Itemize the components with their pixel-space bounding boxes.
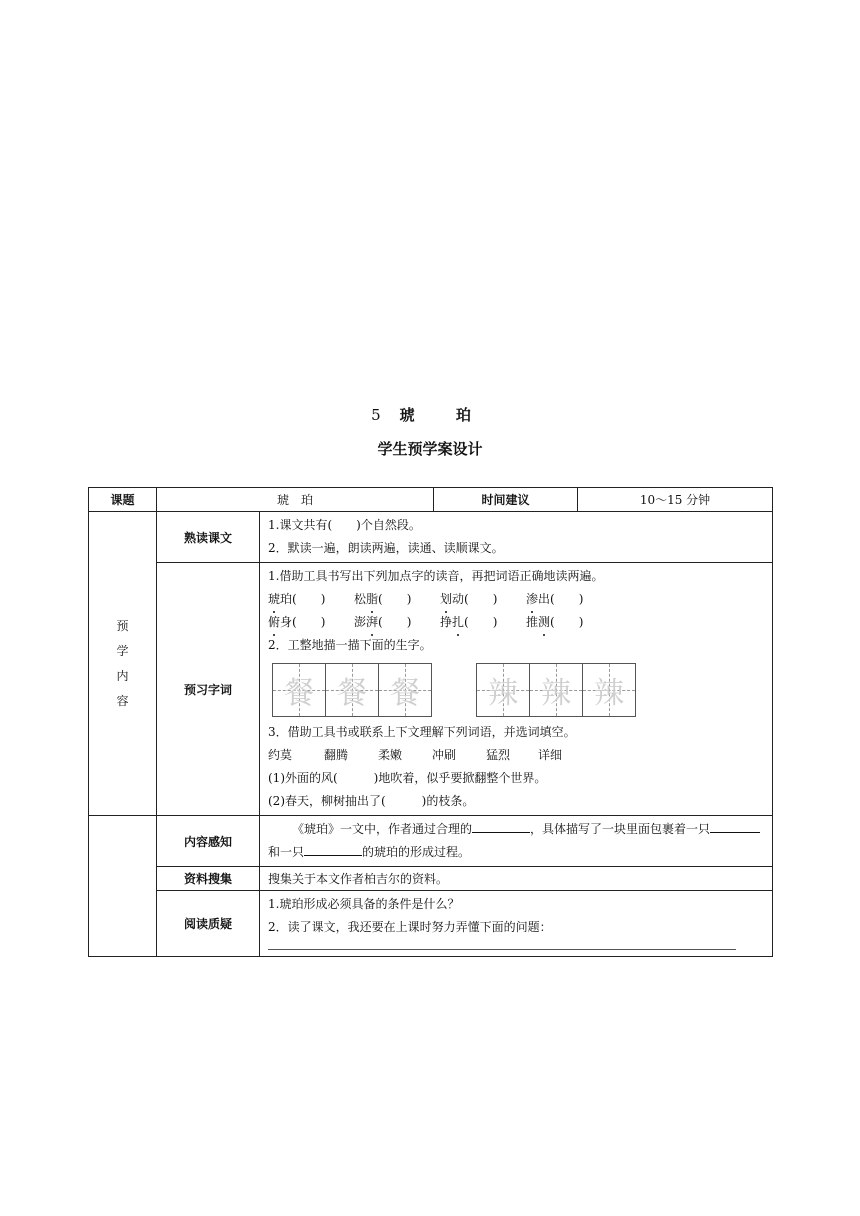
word-item: 俯身( )	[268, 611, 354, 634]
question-1: 1.琥珀形成必须具备的条件是什么？	[268, 897, 460, 911]
vocab-content	[260, 563, 773, 816]
tracing-grid-la	[476, 663, 636, 717]
word-choices	[268, 744, 764, 767]
page-subtitle: 学生预学案设计	[377, 440, 483, 458]
word-item: 渗出( )	[526, 588, 612, 611]
tracing-box: 辣	[583, 664, 635, 716]
fill-sentence-2: (2)春天，柳树抽出了( )的枝条。	[268, 794, 475, 808]
tracing-box: 辣	[477, 664, 530, 716]
time-label: 时间建议	[434, 488, 578, 512]
reading-task-1: 1.课文共有( )个自然段。	[268, 518, 421, 532]
pinyin-row-1	[268, 588, 764, 611]
tracing-box: 餐	[326, 664, 379, 716]
word-item: 挣扎( )	[440, 611, 526, 634]
reading-row	[89, 512, 773, 563]
blank-line[interactable]	[472, 818, 530, 833]
questions-content	[260, 891, 773, 957]
material-text: 搜集关于本文作者柏吉尔的资料。	[260, 867, 773, 891]
content-row	[89, 816, 773, 867]
tracing-grid-can	[272, 663, 432, 717]
word-choice: 柔嫩	[378, 748, 403, 762]
word-item: 澎湃( )	[354, 611, 440, 634]
section-label-preview: 预 学 内 容	[89, 512, 157, 816]
vocab-task-2: 2．工整地描一描下面的生字。	[268, 638, 432, 652]
topic-value: 琥 珀	[157, 488, 434, 512]
answer-line[interactable]	[268, 949, 736, 950]
word-choice: 详细	[538, 748, 563, 762]
blank-line[interactable]	[304, 841, 362, 856]
questions-row	[89, 891, 773, 957]
fill-sentence-1: (1)外面的风( )地吹着，似乎要掀翻整个世界。	[268, 771, 547, 785]
tracing-box: 餐	[273, 664, 326, 716]
tracing-grids	[268, 657, 764, 721]
material-row	[89, 867, 773, 891]
word-item: 推测( )	[526, 611, 612, 634]
topic-label: 课题	[89, 488, 157, 512]
reading-content	[260, 512, 773, 563]
pinyin-row-2	[268, 611, 764, 634]
blank-line[interactable]	[710, 818, 760, 833]
reading-label: 熟读课文	[157, 512, 260, 563]
tracing-box: 餐	[379, 664, 431, 716]
word-choice: 冲刷	[432, 748, 457, 762]
word-choice: 约莫	[268, 748, 293, 762]
word-item: 划动( )	[440, 588, 526, 611]
time-value: 10～15 分钟	[578, 488, 773, 512]
content-text: 《琥珀》一文中，作者通过合理的 ，具体描写了一块里面包裹着一只 和一只 的琥珀的形成过程。	[260, 816, 773, 867]
lesson-number: 5	[371, 406, 382, 424]
word-item: 松脂( )	[354, 588, 440, 611]
table-header-row	[89, 488, 773, 512]
vocab-task-1: 1.借助工具书写出下列加点字的读音，再把词语正确地读两遍。	[268, 569, 604, 583]
worksheet-table	[88, 487, 773, 957]
lesson-title	[0, 404, 860, 425]
vocab-row	[89, 563, 773, 816]
word-item: 琥珀( )	[268, 588, 354, 611]
lesson-name: 琥 珀	[399, 406, 489, 424]
vocab-label: 预习字词	[157, 563, 260, 816]
tracing-box: 辣	[530, 664, 583, 716]
reading-task-2: 2．默读一遍，朗读两遍，读通、读顺课文。	[268, 541, 504, 555]
word-choice: 猛烈	[486, 748, 511, 762]
material-label: 资料搜集	[157, 867, 260, 891]
questions-label: 阅读质疑	[157, 891, 260, 957]
question-2: 2．读了课文，我还要在上课时努力弄懂下面的问题：	[268, 920, 552, 934]
vocab-task-3: 3．借助工具书或联系上下文理解下列词语，并选词填空。	[268, 725, 576, 739]
content-label: 内容感知	[157, 816, 260, 867]
word-choice: 翻腾	[324, 748, 349, 762]
